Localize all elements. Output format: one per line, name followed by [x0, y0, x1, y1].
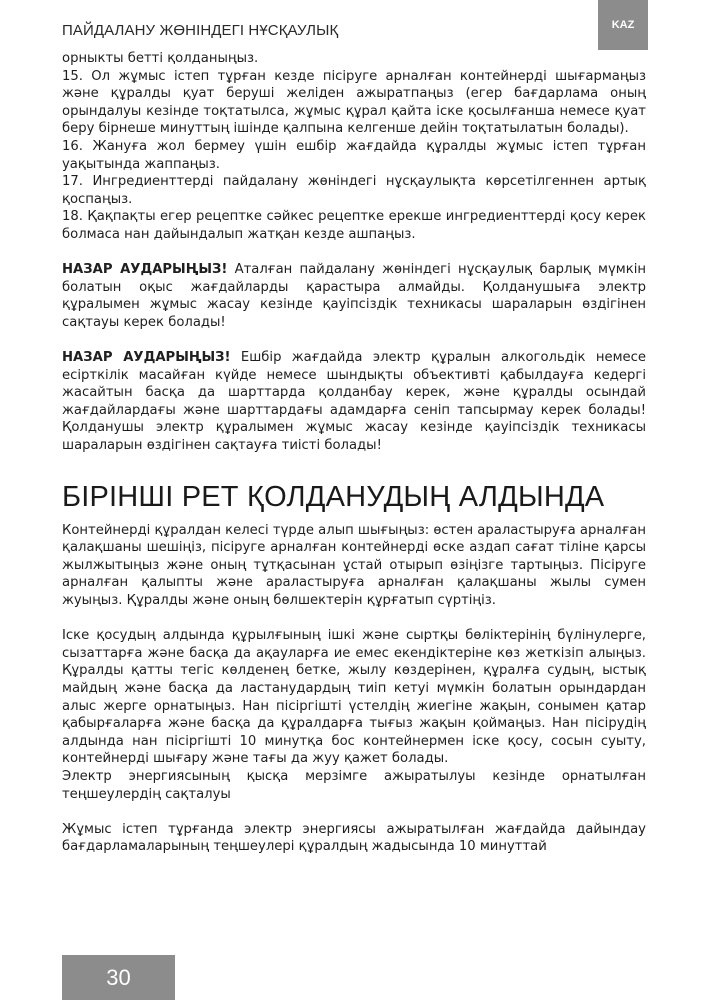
page-header-title: ПАЙДАЛАНУ ЖӨНІНДЕГІ НҰСҚАУЛЫҚ: [62, 22, 339, 39]
section-paragraph: Жұмыс істеп тұрғанда электр энергиясы ажыратылған жағдайда дайындау бағдарламаларының теңшеулері құралдың жадысында 10 минуттай: [62, 821, 646, 855]
warning-text: Ешбір жағдайда электр құралын алкогольдік немесе есірткілік масайған күйде немесе шындықты объективті қабылдауға кедергі жасайтын басқа да шарттарда қолданбау керек, және құралды осындай жағдайлардағы және шарттардағы адамдарға сеніп тапсырмау керек болады! Қолданушы электр құралымен жұмыс жасау кезінде қауіпсіздік техникасы шараларын өздігінен сақтауға тиісті болады!: [62, 350, 646, 454]
language-tab: KAZ: [598, 0, 648, 50]
warning-label: НАЗАР АУДАРЫҢЫЗ!: [62, 350, 231, 366]
page-number: 30: [62, 955, 175, 1000]
section-paragraph: Электр энергиясының қысқа мерзімге ажыратылуы кезінде орнатылған теңшеулердің сақталуы: [62, 768, 646, 802]
section-title: БІРІНШІ РЕТ ҚОЛДАНУДЫҢ АЛДЫНДА: [62, 480, 605, 513]
list-item: 15. Ол жұмыс істеп тұрған кезде пісіруге арналған контейнерді шығармаңыз және құралды қуат беруші желіден ажыратпаңыз (егер бағдарлама оның орындалуы кезінде тоқтатылса, жұмыс құрал қайта іске қосылғанша немесе қуат беру бірнеше минуттың ішінде қалпына келгенше дейін тоқтатылатын болады).: [62, 68, 646, 137]
list-item: 17. Ингредиенттерді пайдалану жөніндегі нұсқаулықта көрсетілгеннен артық қоспаңыз.: [62, 174, 646, 207]
list-item: 18. Қақпақты егер рецептке сәйкес рецептке ерекше ингредиенттерді қосу керек болмаса нан дайындалып жатқан кезде ашпаңыз.: [62, 209, 646, 242]
list-item: 16. Жануға жол бермеу үшін ешбір жағдайда құралды жұмыс істеп тұрған уақытында жаппаңыз.: [62, 138, 646, 172]
warning-paragraph: [62, 349, 646, 455]
warning-paragraph: [62, 261, 646, 331]
section-paragraph: Іске қосудың алдында құрылғының ішкі және сыртқы бөліктерінің бүлінулерге, сызаттарға және басқа да ақауларға ие емес екендіктеріне көз жеткізіп алыңыз. Құралды қатты тегіс көлденең бетке, жылу көздерінен, құралға судың, ыстық майдың және басқа да ластанудардың тиіп кетуі мүмкін болатын орындардан алыс жерге орнатыңыз. Нан пісіргішті үстелдің жиегіне жақын, сонымен қатар қабырғаларға және басқа да құралдарға тығыз жақын қоймаңыз. Нан пісірудің алдында нан пісіргішті 10 минутқа бос контейнермен іске қосу, сосын суыту, контейнерді шығару және тағы да жуу қажет болады.: [62, 628, 646, 767]
list-item: орныкты бетті қолданыңыз.: [62, 51, 259, 66]
warning-label: НАЗАР АУДАРЫҢЫЗ!: [62, 262, 228, 278]
warning-text: Аталған пайдалану жөніндегі нұсқаулық барлық мүмкін болатын оқыс жағдайларды қарастыра алмайды. Қолданушыға электр құралымен жұмыс жасау кезінде қауіпсіздік техникасы шараларын өздігінен сақтауы керек болады!: [62, 262, 646, 330]
section-paragraph: Контейнерді құралдан келесі түрде алып шығыңыз: өстен араластыруға арналған қалақшаны шешіңіз, пісіруге арналған контейнерді өске аздап сағат тіліне қарсы жылжытыңыз және оның тұтқасынан ұстай отырып өзіңізге тартыңыз. Пісіруге арналған қалыпты және араластыруға арналған қалақшаны жылы сумен жуыңыз. Құралды және оның бөлшектерін құрғатып сүртіңіз.: [62, 522, 646, 609]
page-content: [62, 50, 646, 856]
